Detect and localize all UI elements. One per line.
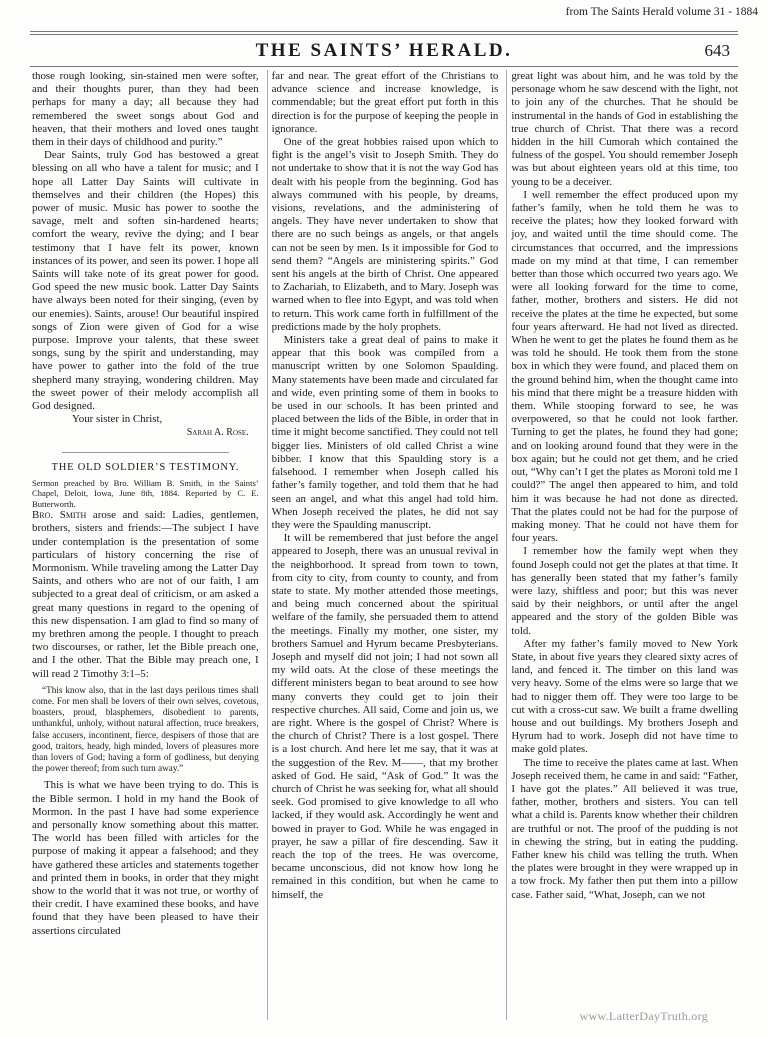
- paragraph: The time to receive the plates came at last. When Joseph received them, he came in and said: “Father, I have got the plates.” All believed it was true, father, mother, brothers and sisters. You can tell what a child is. Parents know whether their children are truthful or not. The proof of the pudding is not in chewing the string, but in eating the pudding. Father knew his child was telling the truth. When the plates were brought in they were wrapped up in a tow frock. My father then put them into a pillow case. Father said, “What, Joseph, can we not: [511, 756, 739, 901]
- top-rule: [30, 31, 738, 32]
- paragraph: I remember how the family wept when they found Joseph could not get the plates at that time. It has generally been stated that my father’s family were lazy, shiftless and poor; but this was never said by their neighbors, or until after the angel appeared and the story of the golden Bible was told.: [511, 545, 739, 637]
- letter-closing: Your sister in Christ,: [72, 413, 163, 426]
- page-title: THE SAINTS’ HERALD.: [255, 40, 513, 61]
- masthead-rule: [30, 66, 738, 67]
- column-1: [32, 70, 259, 1020]
- paragraph: It will be remembered that just before the angel appeared to Joseph, there was an unusual revival in the neighborhood. It spread from town to town, from city to city, from county to county, and from state to state. My mother attended those meetings, and being much concerned about the spiritual welfare of the family, she persuaded them to attend the meetings. Finally my mother, one sister, my brothers Samuel and Hyrum became Presbyterians. Joseph and myself did not join; I had not sown all my wild oats. At the close of these meetings the different ministers began to beat around to see how many converts they could get to join their respective churches. All said, Come and join us, we are right. Where is the gospel of Christ? Where is the church of Christ? There is a lost gospel. There is a lost church. And here let me say, that it was at the suggestion of the Rev. M——, that my brother asked of God. He said, “Ask of God.” It was the church of Christ he was seeking for, what all should seek. God promised to give knowledge to all who lacked, if they would ask. Accordingly he went and bowed in prayer to God. While he was engaged in prayer, he saw a pillar of fire descending. Saw it reach the top of the trees. He was overcome, became unconscious, did not know how long he remained in this condition, but when he came to himself, the: [271, 532, 499, 901]
- article-title: THE OLD SOLDIER’S TESTIMONY.: [51, 461, 240, 473]
- signature: Sarah A. Rose.: [186, 427, 249, 439]
- source-note: from The Saints Herald volume 31 - 1884: [565, 6, 758, 18]
- page-number: 643: [704, 41, 730, 60]
- scripture-quote: [32, 685, 259, 775]
- paragraph: One of the great hobbies raised upon which to fight is the angel’s visit to Joseph Smith. They do not undertake to show that it is not the way God has dealt with his people from the beginning. God has always communed with his people, by dreams, visions, revelations, and the administering of angels. They have never undertaken to show that there are no such beings as angels, or that angels can not be seen by men. Is it impossible for God to send them? “Angels are ministering spirits.” God sent his angels at the birth of Christ. One appeared to Zachariah, to Elizabeth, and to Mary. Joseph was warned when to flee into Egypt, and was told when to return. This work came forth in fulfillment of the predictions made by the holy prophets.: [271, 136, 499, 333]
- paragraph: Dear Saints, truly God has bestowed a great blessing on all who have a talent for music; and I hope all Latter Day Saints will cultivate in themselves and their children (the Hopes) this power of music. Music has power to soothe the savage, melt and soften sin-hardened hearts; comfort the weary, revive the dying; and I bear testimony that I have felt its power, known instances of its power, and seen its power. I hope all Saints will take note of its great power for good. God speed the new music book. Latter Day Saints have always been noted for their singing, (even by our enemies). Saints, arouse! Our beautiful inspired songs of Zion were given of God for a wise purpose. Improve your talents, that these sweet songs, sung by the spirit and understanding, may have power to gather into the fold of the true shepherd many straying, wondering children. May the sweet power of their melody accomplish all God designed.: [32, 149, 259, 413]
- paragraph: great light was about him, and he was told by the personage whom he saw descend with the light, not to join any of the churches. That he should be instrumental in the hands of God in establishing the true church of Christ. That there was a record hidden in the hill Cumorah which contained the fulness of the gospel. You should remember Joseph was but about eighteen years old at this time, too young to be a deceiver.: [511, 70, 739, 188]
- quote-text: “This know also, that in the last days perilous times shall come. For men shall be lovers of their own selves, covetous, boasters, proud, blasphemers, disobedient to parents, unthankful, unholy, without natural affection, truce breakers, false accusers, incontinent, fierce, despisers of those that are good, traitors, heady, high minded, lovers of pleasures more than lovers of God; having a form of godliness, but denying the power thereof; from such turn away.”: [32, 684, 259, 774]
- top-rule-inner: [30, 34, 738, 35]
- article-byline: Sermon preached by Bro. William B. Smith, in the Saints’ Chapel, Deloit, Iowa, June 8th, 1884. Reported by C. E. Butterworth.: [32, 477, 259, 509]
- section-divider: [62, 452, 229, 453]
- paragraph: This is what we have been trying to do. This is the Bible sermon. I hold in my hand the Book of Mormon. In the past I have had some experience and personally know something about this matter. The world has been filled with articles for the purpose of making it appear a falsehood; and they have gathered these articles and statements together and printed them in books, in order that they might show to the world that it was not true, or worthy of their credit. I have examined these books, and have found that they have been pleased to have their assertions circulated: [32, 779, 259, 937]
- paragraph: [32, 509, 259, 681]
- column-3: [506, 70, 738, 1020]
- paragraph: Ministers take a great deal of pains to make it appear that this book was compiled from a manuscript written by one Solomon Spaulding. Many statements have been made and circulated far and wide, even printing some of them in books to be used in our schools. It has been printed and placed between the lids of the Bible, in order that in time it might become sanctified. They could not tell bigger lies. Ministers of old called Christ a wine bibber. I know that this Spaulding story is a falsehood. I remember when Joseph called his father’s family together, and told them that he had seen an angel, and what this angel had told him. When Joseph received the plates, he did not say they were the Spaulding manuscript.: [271, 334, 499, 531]
- watermark: www.LatterDayTruth.org: [579, 1009, 708, 1023]
- paragraph: far and near. The great effort of the Christians to advance science and increase knowledge, is commendable; but the great effort put forth in this direction is for the purpose of keeping the people in ignorance.: [271, 70, 499, 135]
- paragraph: those rough looking, sin-stained men were softer, and their thoughts purer, than they had been perhaps for many a day; all because they had remembered the sweet songs about God and heaven, that their mothers and loved ones taught them in their days of childhood and purity.”: [32, 70, 259, 149]
- paragraph: I well remember the effect produced upon my father’s family, when he told them he was to receive the plates; how they looked forward with joy, and waited until the time should come. The circumstances that occurred, and the impressions made on my mind at that time, I can remember better than those which occurred two years ago. We were all looking forward for the time to come, father, mother, brothers and sisters. He did not receive the plates at the time he expected, but some four years afterward. He had not lived as directed. When he went to get the plates he found them as he was told he should. He took them from the stone box in which they were found, and placed them on the ground behind him, when the thought came into his mind that there might be a treasure hidden with them. While stooping forward to see, he was overpowered, so that he could not look farther. Turning to get the plates, he found they had gone; and on looking around found that they were in the box again; but he could not get them, and he cried out, “Why can’t I get the plates as Moroni told me I could?” The angel then appeared to him, and told him it was because he had not done as directed. That the plates could not be had for the purpose of making money. That he could not have them for four years.: [511, 188, 739, 545]
- article-columns: [32, 70, 738, 1020]
- paragraph-text: arose and said: Ladies, gentlemen, brothers, sisters and friends:—The subject I have under contemplation is the presentation of some particulars of history concerning the rise of Mormonism. While traveling among the Latter Day Saints, and others who are not of our faith, I am subjected to a great deal of criticism, or am asked a great many questions in regard to the opening of this new dispensation. I am glad to find so many of my brethren among the people. I thought to preach two discourses, or rather, let the Bible preach one, and I the other. That the Bible may preach one, I will read 2 Timothy 3:1–5:: [32, 509, 259, 680]
- column-2: [267, 70, 499, 1020]
- masthead: [30, 40, 738, 64]
- lead-name: Bro. Smith: [32, 509, 87, 522]
- paragraph: After my father’s family moved to New York State, in about five years they cleared sixty acres of land, and fenced it. The timber on this land was very heavy. Some of the elms were so large that we had to nigger them off. They were too large to be cut with a cross-cut saw. We built a frame dwelling house and out buildings. My brothers Joseph and Hyrum had to work. Joseph did not have time to make gold plates.: [511, 637, 739, 756]
